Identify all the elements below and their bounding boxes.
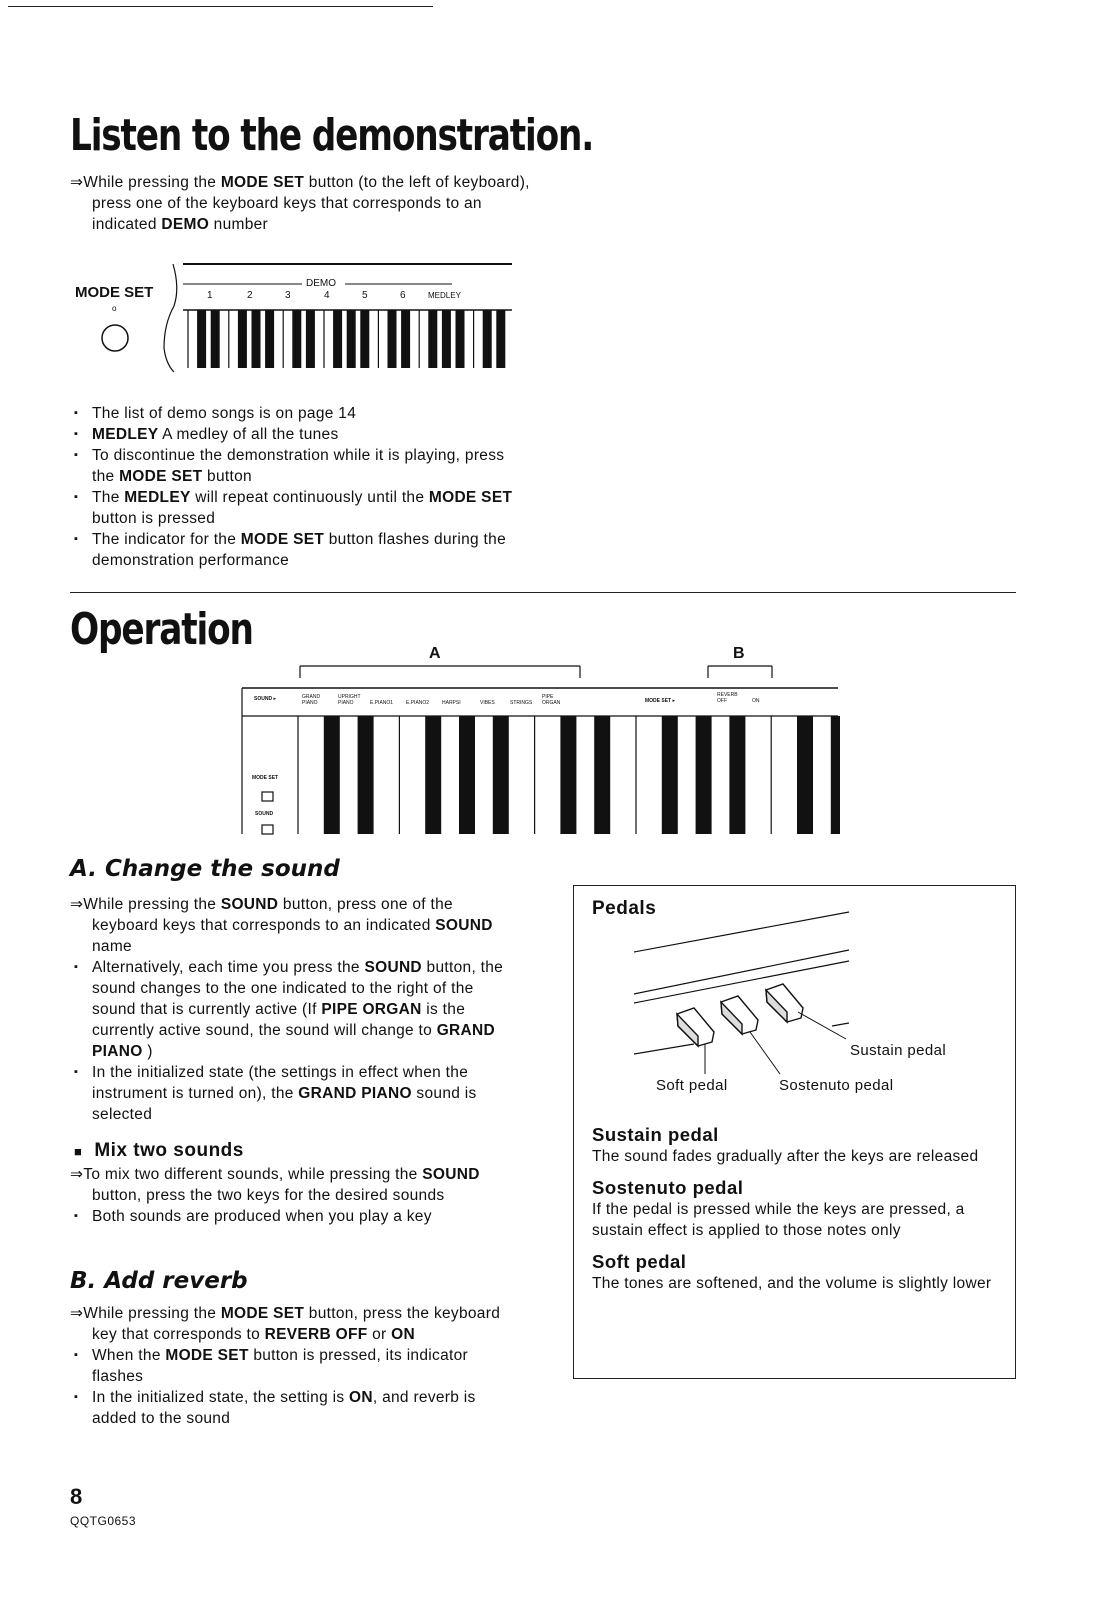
key-label-epiano1: E.PIANO1: [370, 700, 394, 706]
reverb-text: [70, 1303, 516, 1429]
list-item: ▪ To discontinue the demonstration while it is playing, press the MODE SET button: [70, 445, 520, 487]
black-key: [428, 310, 437, 368]
top-rule: [8, 6, 433, 7]
mix-heading: ■ Mix two sounds: [74, 1140, 244, 1161]
demo-bullets: [70, 403, 520, 571]
black-key: [324, 716, 340, 834]
mix-intro: ⇒To mix two different sounds, while pressing the SOUND button, press the two keys for the desired sounds: [70, 1166, 480, 1204]
black-key: [265, 310, 274, 368]
black-key: [459, 716, 475, 834]
black-key: [401, 310, 410, 368]
black-key: [483, 310, 492, 368]
demo-number-1: 1: [207, 290, 213, 301]
demo-number-6: 6: [400, 290, 406, 301]
change-sound-intro: ⇒While pressing the SOUND button, press one of the keyboard keys that corresponds to an indicated SOUND name: [70, 896, 493, 955]
black-key: [306, 310, 315, 368]
pedals-box: [573, 885, 1016, 1379]
demo-number-medley: MEDLEY: [428, 291, 461, 300]
black-key: [594, 716, 610, 834]
black-key: [662, 716, 678, 834]
mode-set-label: MODE SET: [75, 284, 154, 301]
operation-keyboard-svg: [240, 640, 840, 840]
pedals-title: Pedals: [592, 898, 657, 919]
black-key: [292, 310, 301, 368]
list-item: ▪ When the MODE SET button is pressed, its indicator flashes: [70, 1345, 516, 1387]
black-key: [425, 716, 441, 834]
key-label-epiano2: E.PIANO2: [406, 700, 430, 706]
demo-number-4: 4: [324, 290, 330, 301]
document-code: QQTG0653: [70, 1514, 137, 1528]
black-key: [347, 310, 356, 368]
sostenuto-pedal-heading: Sostenuto pedal: [592, 1177, 744, 1198]
key-label-vibes: VIBES: [480, 700, 495, 706]
black-key: [797, 716, 813, 834]
panel-label-mode-set: MODE SET: [252, 775, 279, 781]
list-item: ▪ The indicator for the MODE SET button flashes during the demonstration performance: [70, 529, 520, 571]
black-key: [729, 716, 745, 834]
list-item: ▪ Both sounds are produced when you play a key: [70, 1206, 516, 1227]
list-item: ▪ MEDLEY A medley of all the tunes: [70, 424, 520, 445]
black-key: [493, 716, 509, 834]
soft-pedal-heading: Soft pedal: [592, 1251, 687, 1272]
demo-number-3: 3: [285, 290, 291, 301]
black-key: [831, 716, 840, 834]
black-key: [456, 310, 465, 368]
mix-text: [70, 1164, 516, 1227]
demo-number-5: 5: [362, 290, 368, 301]
list-item: ▪ The list of demo songs is on page 14: [70, 403, 520, 424]
key-label-reverb-off: REVERB OFF: [717, 692, 738, 704]
sustain-pedal-heading: Sustain pedal: [592, 1124, 719, 1145]
black-key: [696, 716, 712, 834]
operation-keyboard-diagram: [240, 640, 840, 840]
demo-keyboard-diagram: [70, 258, 520, 378]
key-label-grand-piano: GRAND PIANO: [302, 694, 321, 706]
black-key: [252, 310, 261, 368]
reverb-intro: ⇒While pressing the MODE SET button, press the keyboard key that corresponds to REVERB OFF or ON: [70, 1305, 501, 1343]
black-key: [211, 310, 220, 368]
pedal-descriptions: [592, 1124, 1002, 1294]
panel-label-sound: SOUND: [255, 811, 274, 817]
key-label-harpsi: HARPSI: [442, 700, 461, 706]
demo-number-2: 2: [247, 290, 253, 301]
change-sound-title: A. Change the sound: [70, 856, 340, 882]
black-key: [496, 310, 505, 368]
change-sound-text: [70, 894, 516, 1125]
sostenuto-pedal-text: If the pedal is pressed while the keys are pressed, a sustain effect is applied to those notes only: [592, 1201, 965, 1239]
pedals-illustration: [574, 886, 1015, 1106]
reverb-title: B. Add reverb: [70, 1268, 248, 1294]
soft-pedal-label: Soft pedal: [656, 1077, 728, 1094]
list-item: ▪ Alternatively, each time you press the SOUND button, the sound changes to the one indicated to the right of the sound that is currently active (If PIPE ORGAN is the currently active sound, the sound will change to GRAND PIANO ): [70, 957, 516, 1062]
black-key: [442, 310, 451, 368]
sustain-pedal-label: Sustain pedal: [850, 1042, 947, 1059]
black-key: [388, 310, 397, 368]
black-key: [560, 716, 576, 834]
key-label-strings: STRINGS: [510, 700, 533, 706]
list-item: ▪ In the initialized state (the settings in effect when the instrument is turned on), the GRAND PIANO sound is selected: [70, 1062, 516, 1125]
demo-label: DEMO: [306, 278, 336, 289]
key-label-upright-piano: UPRIGHT PIANO: [338, 694, 361, 706]
page-number: 8: [70, 1484, 83, 1509]
black-key: [197, 310, 206, 368]
black-key: [333, 310, 342, 368]
list-item: ▪ In the initialized state, the setting is ON, and reverb is added to the sound: [70, 1387, 516, 1429]
black-key: [360, 310, 369, 368]
section-divider: [70, 592, 1016, 593]
black-key: [238, 310, 247, 368]
section-a-label: A: [429, 645, 441, 662]
square-bullet-icon: ■: [74, 1144, 83, 1159]
sostenuto-pedal-label: Sostenuto pedal: [779, 1077, 894, 1094]
key-label-mode-set: MODE SET ▸: [645, 698, 676, 704]
black-key: [358, 716, 374, 834]
sustain-pedal-text: The sound fades gradually after the keys are released: [592, 1148, 979, 1165]
soft-pedal-text: The tones are softened, and the volume is slightly lower: [592, 1275, 992, 1292]
operation-title: Operation: [70, 604, 253, 655]
mode-set-indicator: o: [112, 304, 117, 313]
key-label-pipe-organ: PIPE ORGAN: [542, 694, 561, 706]
section-b-label: B: [733, 645, 745, 662]
demo-keyboard-svg: [70, 258, 520, 378]
key-label-sound: SOUND ▸: [254, 696, 276, 702]
list-item: ▪ The MEDLEY will repeat continuously until the MODE SET button is pressed: [70, 487, 520, 529]
demo-intro: ⇒While pressing the MODE SET button (to the left of keyboard), press one of the keyboard keys that corresponds to an indicated DEMO number: [70, 174, 530, 233]
demo-title: Listen to the demonstration.: [70, 110, 594, 161]
key-label-reverb-on: ON: [752, 698, 760, 704]
